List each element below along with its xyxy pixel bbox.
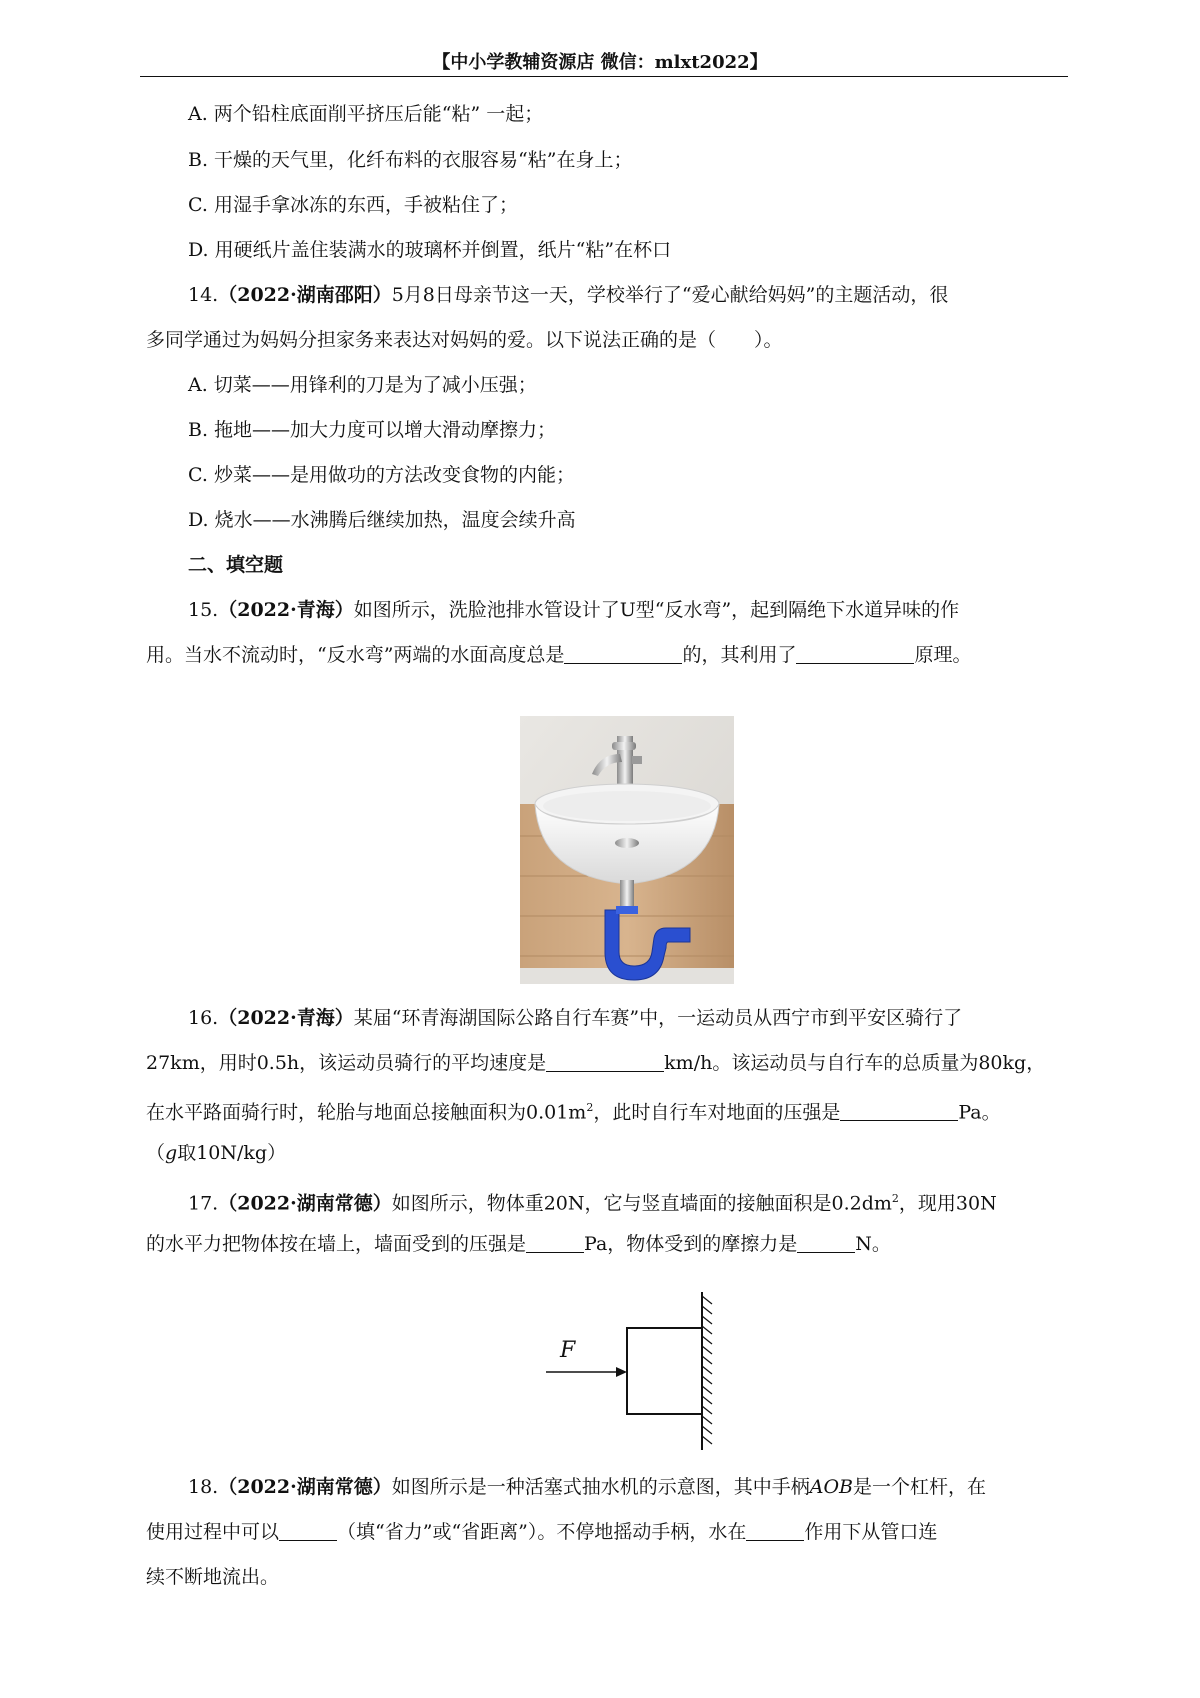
q18-blank-2[interactable] [746, 1522, 804, 1541]
q13-option-b: B. 干燥的天气里，化纤布料的衣服容易“粘”在身上； [188, 149, 633, 171]
q15-text-2b: 的，其利用了 [682, 644, 797, 666]
q18-text-2b: （填“省力”或“省距离”）。不停地摇动手柄，水在 [337, 1521, 747, 1543]
q16-text-4b: 取10N/kg） [177, 1142, 287, 1164]
q16-superscript: 2 [586, 1101, 594, 1114]
header-divider [140, 76, 1068, 77]
q14-option-a: A. 切菜——用锋利的刀是为了减小压强； [188, 374, 537, 396]
q18-stem-line2 [146, 1520, 937, 1544]
q15-source: （2022·青海） [218, 599, 354, 621]
q15-blank-1[interactable] [564, 645, 682, 664]
q18-stem-line1 [188, 1475, 986, 1499]
q16-text-3b: ，此时自行车对地面的压强是 [593, 1101, 841, 1124]
q18-text-2c: 作用下从管口连 [804, 1521, 938, 1543]
q18-stem-line3: 续不断地流出。 [146, 1566, 280, 1588]
q14-number: 14. [188, 284, 219, 306]
q17-number: 17. [188, 1192, 219, 1215]
q16-blank-2[interactable] [840, 1102, 958, 1121]
q18-text-1a: 如图所示是一种活塞式抽水机的示意图，其中手柄 [391, 1476, 810, 1498]
q18-number: 18. [188, 1476, 219, 1498]
sink-image [520, 716, 734, 984]
q17-text-2c: N。 [855, 1233, 891, 1255]
q16-text-3c: Pa。 [958, 1101, 1001, 1124]
q15-stem-line1 [188, 598, 959, 622]
q17-text-1a: 如图所示，物体重20N，它与竖直墙面的接触面积是0.2dm [391, 1192, 892, 1215]
q16-text-3a: 在水平路面骑行时，轮胎与地面总接触面积为0.01m [146, 1101, 587, 1124]
q17-stem-line2 [146, 1232, 891, 1256]
q16-text-4a: （ [146, 1142, 166, 1164]
q13-option-c: C. 用湿手拿冰冻的东西，手被粘住了； [188, 194, 518, 216]
q16-stem-line2 [146, 1051, 1045, 1075]
q15-blank-2[interactable] [796, 645, 914, 664]
q17-stem-line1 [188, 1187, 997, 1215]
q16-g-symbol: g [165, 1142, 178, 1164]
q15-text-2c: 原理。 [914, 644, 972, 666]
q13-option-a: A. 两个铅柱底面削平挤压后能“粘” 一起； [188, 103, 544, 125]
q14-stem-line2: 多同学通过为妈妈分担家务来表达对妈妈的爱。以下说法正确的是（ ）。 [146, 329, 783, 351]
q15-text-1: 如图所示，洗脸池排水管设计了U型“反水弯”，起到隔绝下水道异味的作 [353, 599, 960, 621]
q16-stem-line3 [146, 1096, 1001, 1124]
q14-source: （2022·湖南邵阳） [218, 284, 392, 306]
q17-source: （2022·湖南常德） [218, 1192, 392, 1215]
q14-stem-line1 [188, 283, 948, 307]
q16-stem-line4 [146, 1141, 286, 1165]
q16-source: （2022·青海） [218, 1007, 354, 1029]
q17-blank-1[interactable] [526, 1234, 584, 1253]
page-header: 【中小学教辅资源店 微信：mlxt2022】 [432, 52, 768, 73]
q18-blank-1[interactable] [279, 1522, 337, 1541]
q16-text-1: 某届“环青海湖国际公路自行车赛”中，一运动员从西宁市到平安区骑行了 [353, 1007, 963, 1029]
q17-text-2b: Pa，物体受到的摩擦力是 [584, 1233, 798, 1255]
q15-text-2a: 用。当水不流动时，“反水弯”两端的水面高度总是 [146, 644, 565, 666]
force-label: F [560, 1338, 576, 1363]
q14-option-d: D. 烧水——水沸腾后继续加热，温度会续升高 [188, 509, 576, 531]
q17-superscript: 2 [891, 1192, 899, 1205]
q16-blank-1[interactable] [546, 1053, 664, 1072]
q13-option-d: D. 用硬纸片盖住装满水的玻璃杯并倒置，纸片“粘”在杯口 [188, 239, 672, 261]
q14-option-c: C. 炒菜——是用做功的方法改变食物的内能； [188, 464, 575, 486]
q18-text-1b: 是一个杠杆，在 [853, 1476, 987, 1498]
force-diagram [540, 1290, 720, 1452]
q15-number: 15. [188, 599, 219, 621]
q18-text-2a: 使用过程中可以 [146, 1521, 280, 1543]
q14-text-1: 5月8日母亲节这一天，学校举行了“爱心献给妈妈”的主题活动，很 [391, 284, 949, 306]
q18-lever-label: AOB [809, 1476, 853, 1498]
q17-text-2a: 的水平力把物体按在墙上，墙面受到的压强是 [146, 1233, 527, 1255]
q16-number: 16. [188, 1007, 219, 1029]
q15-stem-line2 [146, 643, 971, 667]
q17-blank-2[interactable] [797, 1234, 855, 1253]
q14-option-b: B. 拖地——加大力度可以增大滑动摩擦力； [188, 419, 557, 441]
q16-text-2b: km/h。该运动员与自行车的总质量为80kg， [664, 1052, 1046, 1074]
q17-text-1b: ，现用30N [898, 1192, 997, 1215]
q16-text-2a: 27km，用时0.5h，该运动员骑行的平均速度是 [146, 1052, 547, 1074]
section-title: 二、填空题 [188, 554, 284, 576]
q16-stem-line1 [188, 1006, 962, 1030]
q18-source: （2022·湖南常德） [218, 1476, 392, 1498]
